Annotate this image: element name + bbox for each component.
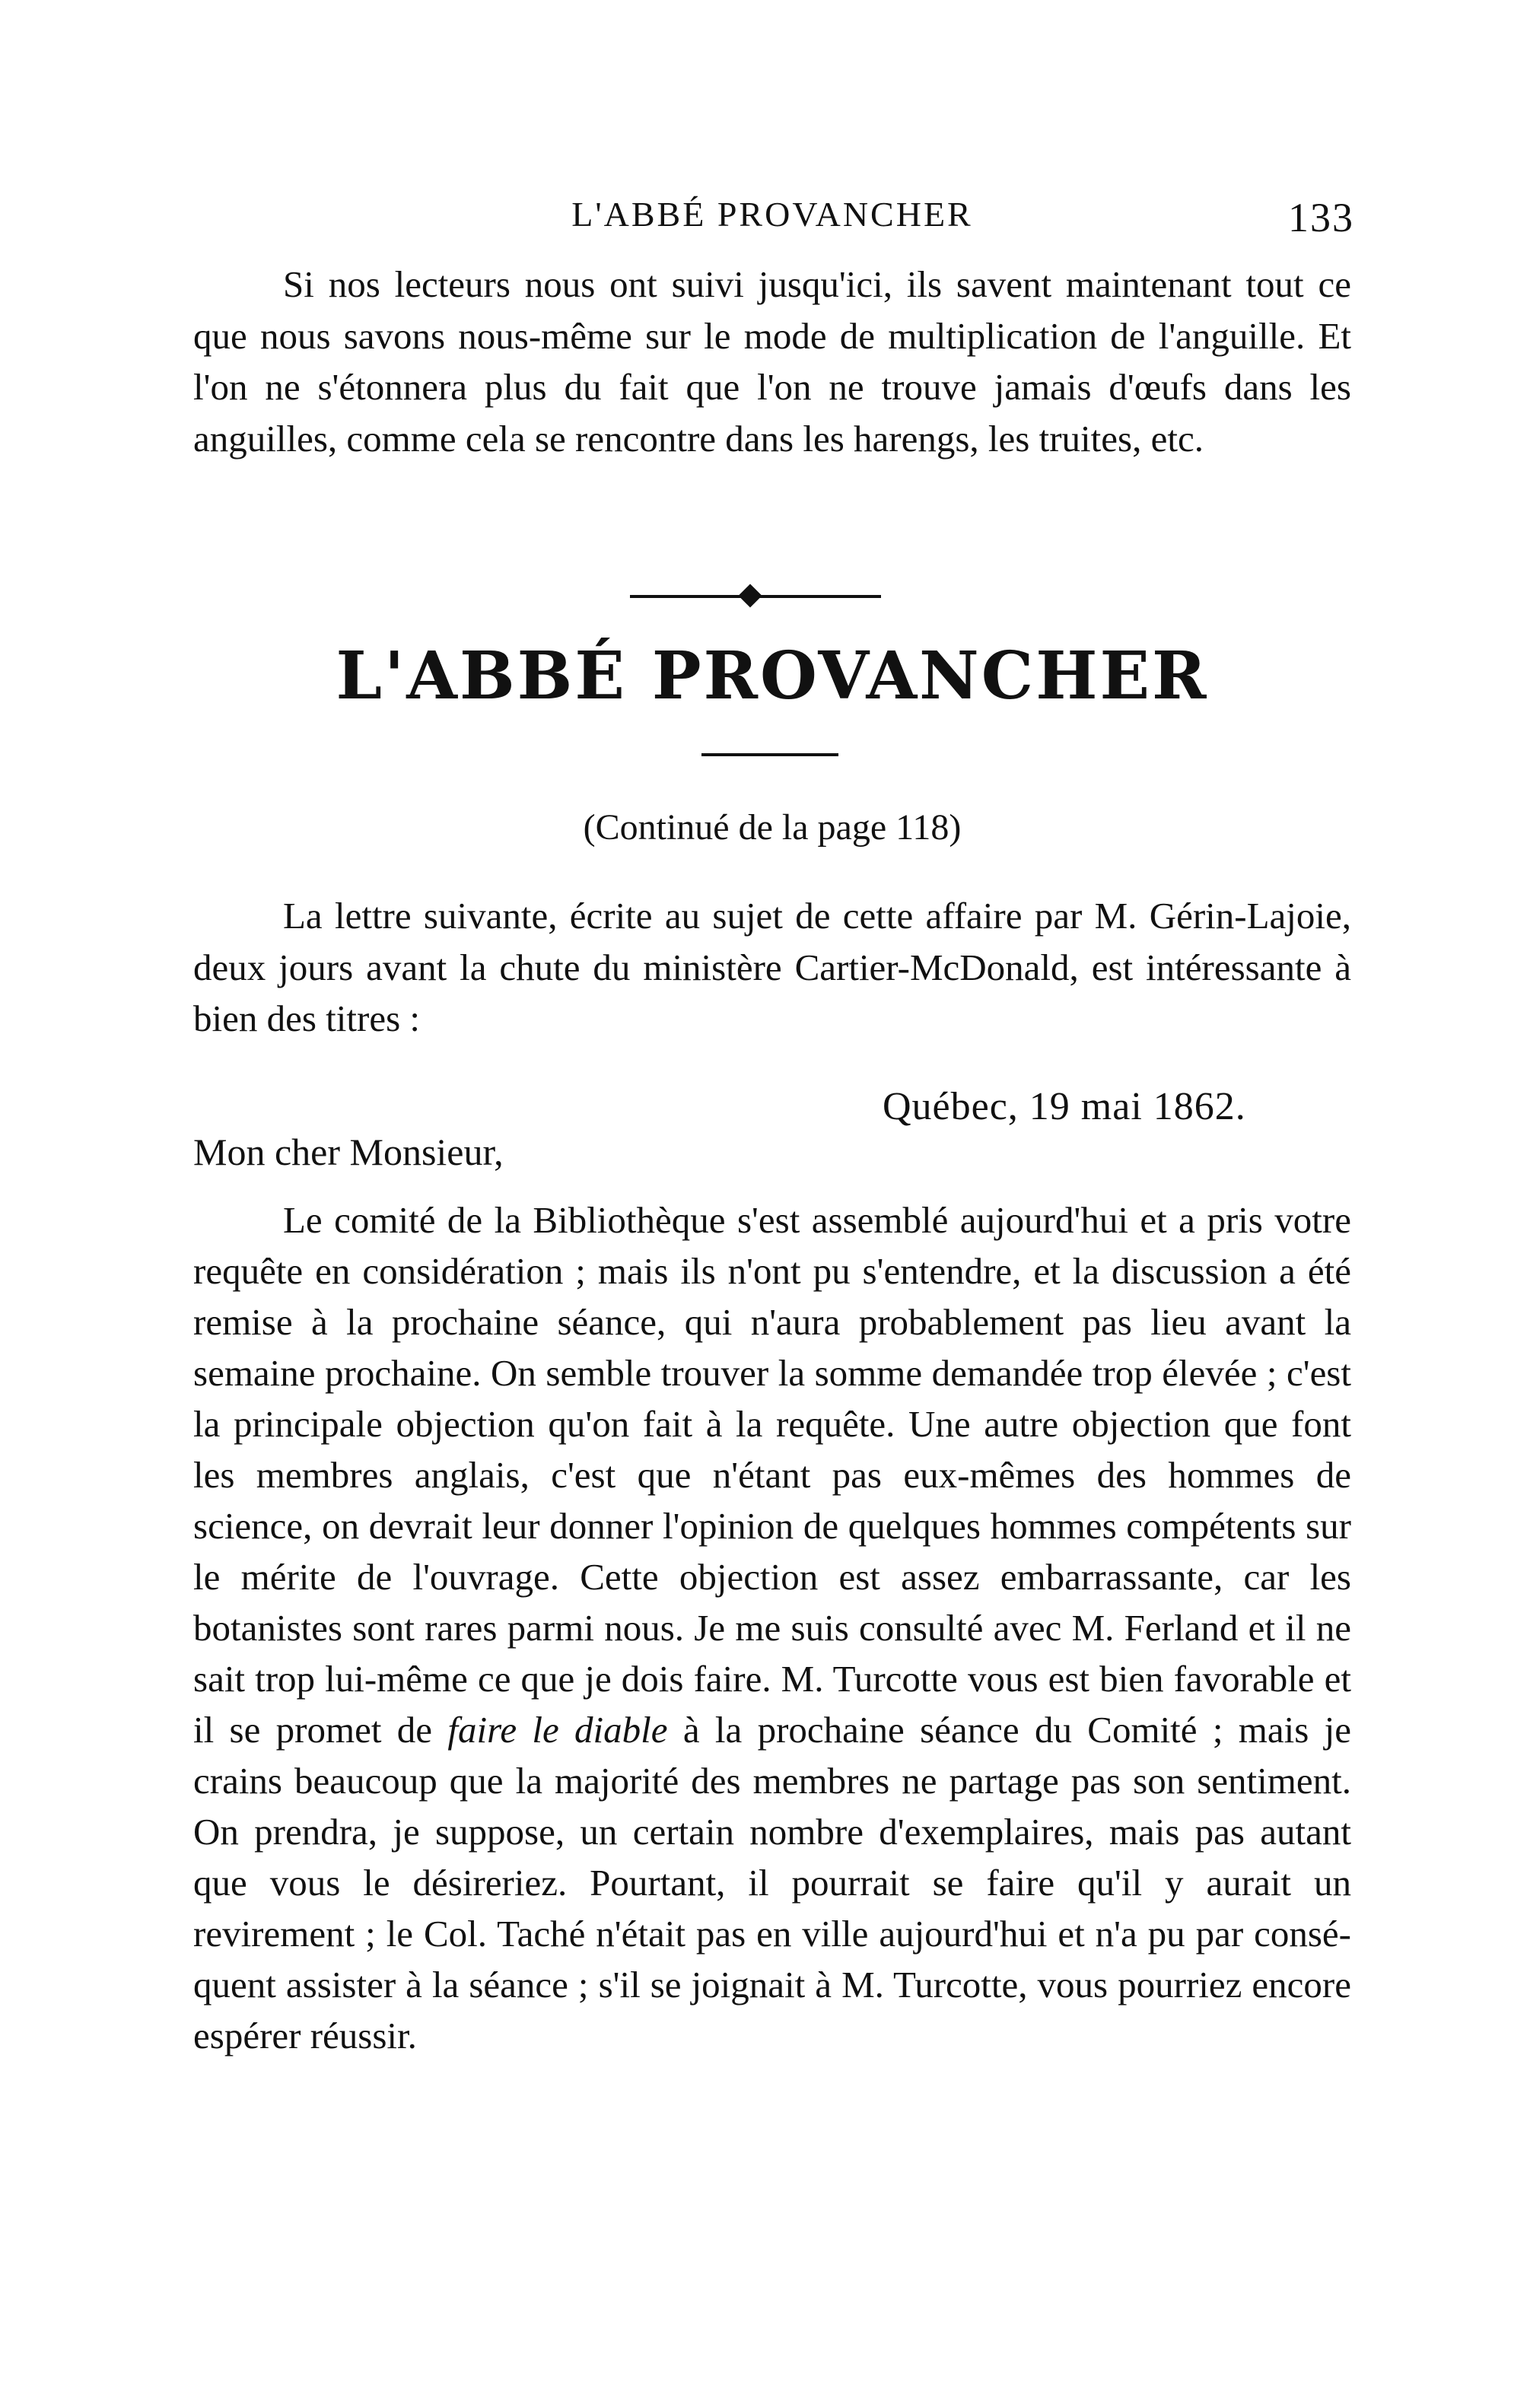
- title-underline-rule: [701, 753, 838, 756]
- continuation-note: (Continué de la page 118): [583, 807, 962, 848]
- article-title: L'ABBÉ PROVANCHER: [336, 638, 1209, 714]
- opening-paragraph: Si nos lecteurs nous ont suivi jusqu'ici, ils savent maintenant tout ce que nous savons nous-même sur le mode de multiplication de l'anguille. Et l'on ne s'étonnera plus du fait que l'on ne trouve jamais d'œufs dans les anguilles, comme cela se rencontre dans les harengs, les truites, etc.: [193, 263, 1351, 460]
- page-number: 133: [1288, 195, 1354, 240]
- intro-paragraph: La lettre suivante, écrite au sujet de cette affaire par M. Gérin-Lajoie, deux jours avant la chute du ministère Cartier-McDonald, est intéressante à bien des titres :: [193, 895, 1351, 1039]
- running-head: [190, 194, 1354, 247]
- letter-salutation: Mon cher Monsieur,: [193, 1131, 504, 1173]
- letter-dateline: Québec, 19 mai 1862.: [883, 1085, 1246, 1128]
- intro-paragraph-block: [193, 890, 1351, 1045]
- letter-body-block: [193, 1194, 1351, 2061]
- letter-body-italic-phrase: faire le diable: [447, 1709, 668, 1751]
- letter-body: [193, 1194, 1351, 2061]
- divider-diamond-icon: [738, 584, 762, 607]
- running-head-title: L'ABBÉ PROVANCHER: [571, 195, 973, 234]
- opening-paragraph-block: [193, 259, 1351, 464]
- letter-body-part-2: à la prochaine séance du Comité ; mais je crains beaucoup que la majorité des membres ne partage pas son sentiment. On prendra, je suppose, un certain nombre d'exemplaires, mais pas autant que vous le désireriez. Pourtant, il pourrait se faire qu'il y aurait un revirement ; le Col. Taché n'était pas en ville aujourd'hui et n'a pu par conséquent assister à la séance ; s'il se joignait à M. Turcotte, vous pourriez encore espérer réussir.: [193, 1709, 1351, 2057]
- letter-body-part-1: Le comité de la Bibliothèque s'est assemblé aujourd'hui et a pris votre requête en considération ; mais ils n'ont pu s'entendre, et la discussion a été remise à la prochaine séance, qui n'aura probablement pas lieu avant la semaine prochaine. On semble trouver la somme demandée trop élevée ; c'est la principale objection qu'on fait à la requête. Une autre objection que font les membres anglais, c'est que n'étant pas eux-mêmes des hommes de science, on devrait leur donner l'opinion de quelques hommes compétents sur le mérite de l'ouvrage. Cette objection est assez embarrassante, car les botanistes sont rares parmi nous. Je me suis consulté avec M. Ferland et il ne sait trop lui-même ce que je dois faire. M. Turcotte vous est bien favorable et il se promet de: [193, 1199, 1351, 1751]
